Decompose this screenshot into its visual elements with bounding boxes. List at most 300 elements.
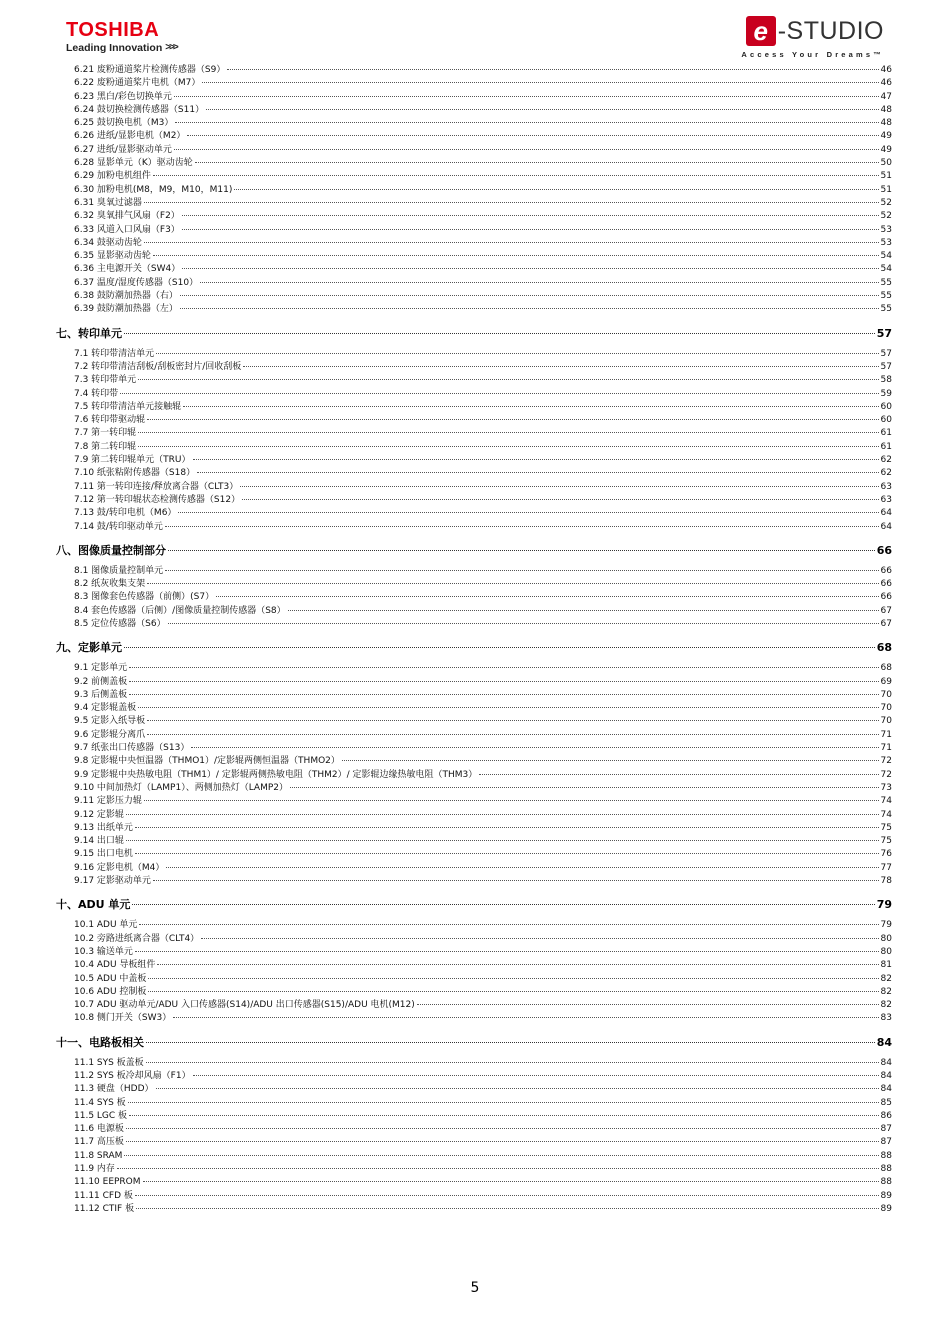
toc-page-number: 48 — [880, 104, 892, 115]
toc-entry[interactable] — [56, 1163, 892, 1176]
toc-entry[interactable] — [56, 374, 892, 387]
toc-entry[interactable] — [56, 290, 892, 303]
toc-label: 6.33 风道入口风扇（F3） — [74, 224, 180, 235]
toc-label: 9.10 中间加热灯（LAMP1）、两侧加热灯（LAMP2） — [74, 782, 288, 793]
toc-entry[interactable] — [56, 565, 892, 578]
toc-page-number: 84 — [880, 1084, 892, 1095]
toc-page-number: 63 — [880, 494, 892, 505]
toc-leader-dots — [143, 1181, 879, 1182]
toc-label: 7.4 转印带 — [74, 388, 119, 399]
toc-entry[interactable] — [56, 91, 892, 104]
toc-entry[interactable] — [56, 1110, 892, 1123]
toc-label: 11.5 LGC 板 — [74, 1110, 128, 1121]
toc-page-number: 48 — [880, 118, 892, 129]
toc-page-number: 55 — [880, 277, 892, 288]
toc-page-number: 60 — [880, 415, 892, 426]
toc-label: 6.23 黑白/彩色切换单元 — [74, 91, 172, 102]
toc-label: 6.39 鼓防潮加热器（左） — [74, 304, 178, 315]
toc-leader-dots — [180, 308, 879, 309]
toc-entry[interactable] — [56, 104, 892, 117]
toc-entry[interactable] — [56, 64, 892, 77]
toc-page-number: 67 — [880, 605, 892, 616]
toc-page-number: 75 — [880, 836, 892, 847]
toc-entry[interactable] — [56, 933, 892, 946]
toc-entry[interactable] — [56, 795, 892, 808]
toc-leader-dots — [174, 149, 879, 150]
toc-page-number: 86 — [880, 1110, 892, 1121]
toc-chapter[interactable] — [56, 637, 892, 659]
toc-page-number: 46 — [880, 78, 892, 89]
toc-entry[interactable] — [56, 999, 892, 1012]
toc-page-number: 70 — [880, 689, 892, 700]
toc-entry[interactable] — [56, 702, 892, 715]
toc-entry[interactable] — [56, 618, 892, 631]
toc-entry[interactable] — [56, 494, 892, 507]
toc-leader-dots — [165, 570, 878, 571]
toc-entry[interactable] — [56, 848, 892, 861]
toshiba-logo — [66, 20, 177, 54]
toc-entry[interactable] — [56, 1150, 892, 1163]
toshiba-tagline — [66, 42, 177, 54]
toc-page-number: 64 — [880, 508, 892, 519]
toc-entry[interactable] — [56, 1123, 892, 1136]
toc-page-number: 76 — [880, 849, 892, 860]
toc-leader-dots — [156, 1088, 879, 1089]
toc-page-number: 74 — [880, 809, 892, 820]
toc-label: 7.3 转印带单元 — [74, 375, 137, 386]
toc-entry[interactable] — [56, 959, 892, 972]
toc-entry[interactable] — [56, 986, 892, 999]
toc-entry[interactable] — [56, 676, 892, 689]
toc-label: 10.3 输送单元 — [74, 946, 133, 957]
toc-label: 十一、电路板相关 — [56, 1035, 144, 1049]
toc-label: 6.28 显影单元（K）驱动齿轮 — [74, 158, 193, 169]
toc-label: 7.9 第二转印辊单元（TRU） — [74, 455, 191, 466]
toc-page-number: 50 — [880, 158, 892, 169]
toc-leader-dots — [187, 135, 878, 136]
toc-leader-dots — [157, 964, 878, 965]
toc-page-number: 58 — [880, 375, 892, 386]
toc-page-number: 74 — [880, 796, 892, 807]
toc-label: 8.4 套色传感器（后侧）/图像质量控制传感器（S8） — [74, 605, 286, 616]
toc-page-number: 63 — [880, 481, 892, 492]
toc-page-number: 75 — [880, 822, 892, 833]
toc-page-number: 85 — [880, 1097, 892, 1108]
toc-label: 9.11 定影压力辊 — [74, 796, 142, 807]
toc-entry[interactable] — [56, 1176, 892, 1189]
toc-entry[interactable] — [56, 782, 892, 795]
toc-leader-dots — [138, 446, 878, 447]
toc-label: 9.7 纸张出口传感器（S13） — [74, 743, 190, 754]
toc-entry[interactable] — [56, 427, 892, 440]
page-header — [0, 0, 950, 64]
toc-page-number: 61 — [880, 441, 892, 452]
toc-label: 9.3 后侧盖板 — [74, 689, 128, 700]
toc-label: 11.12 CTIF 板 — [74, 1203, 135, 1214]
toc-leader-dots — [129, 694, 878, 695]
toc-entry[interactable] — [56, 591, 892, 604]
toc-label: 9.15 出口电机 — [74, 849, 133, 860]
toc-entry[interactable] — [56, 605, 892, 618]
toc-label: 7.5 转印带清洁单元接触辊 — [74, 401, 182, 412]
toc-entry[interactable] — [56, 742, 892, 755]
toc-label: 9.14 出口辊 — [74, 836, 124, 847]
toc-entry[interactable] — [56, 662, 892, 675]
toc-leader-dots — [193, 459, 879, 460]
toc-leader-dots — [290, 787, 879, 788]
toc-label: 9.2 前侧盖板 — [74, 676, 128, 687]
toc-leader-dots — [147, 583, 878, 584]
toc-leader-dots — [126, 814, 879, 815]
toc-leader-dots — [242, 499, 878, 500]
toc-page-number: 71 — [880, 743, 892, 754]
toc-leader-dots — [182, 268, 878, 269]
toc-leader-dots — [138, 432, 878, 433]
toc-label: 7.1 转印带清洁单元 — [74, 348, 155, 359]
toc-entry[interactable] — [56, 250, 892, 263]
toc-leader-dots — [166, 867, 878, 868]
toc-entry[interactable] — [56, 875, 892, 888]
toc-entry[interactable] — [56, 835, 892, 848]
toc-entry[interactable] — [56, 1203, 892, 1216]
toc-label: 6.38 鼓防潮加热器（右） — [74, 291, 178, 302]
toc-label: 6.22 废粉通道桨片电机（M7） — [74, 78, 201, 89]
toc-leader-dots — [126, 1141, 879, 1142]
toc-entry[interactable] — [56, 441, 892, 454]
toc-page-number: 82 — [880, 1000, 892, 1011]
toc-entry[interactable] — [56, 809, 892, 822]
toc-label: 7.7 第一转印辊 — [74, 428, 137, 439]
toc-entry[interactable] — [56, 715, 892, 728]
toc-entry[interactable] — [56, 144, 892, 157]
toc-leader-dots — [147, 720, 878, 721]
toc-leader-dots — [124, 333, 875, 334]
toc-page-number: 89 — [880, 1203, 892, 1214]
toc-leader-dots — [182, 229, 879, 230]
toc-chapter[interactable] — [56, 540, 892, 562]
toc-leader-dots — [243, 366, 878, 367]
toc-label: 6.26 进纸/显影电机（M2） — [74, 131, 186, 142]
estudio-tagline: Access Your Dreams™ — [741, 50, 884, 59]
toc-entry[interactable] — [56, 1057, 892, 1070]
toc-entry[interactable] — [56, 157, 892, 170]
toc-entry[interactable] — [56, 578, 892, 591]
toc-entry[interactable] — [56, 170, 892, 183]
toc-entry[interactable] — [56, 1070, 892, 1083]
toc-label: 8.2 纸灰收集支架 — [74, 579, 146, 590]
toc-page-number: 73 — [880, 782, 892, 793]
toc-entry[interactable] — [56, 117, 892, 130]
toc-label: 6.34 鼓驱动齿轮 — [74, 237, 142, 248]
toc-entry[interactable] — [56, 197, 892, 210]
toc-label: 10.7 ADU 驱动单元/ADU 入口传感器(S14)/ADU 出口传感器(S15)/ADU 电机(M12) — [74, 1000, 415, 1011]
toc-label: 10.2 旁路进纸离合器（CLT4） — [74, 933, 200, 944]
toc-label: 7.6 转印带驱动辊 — [74, 415, 146, 426]
toc-label: 7.10 纸张粘附传感器（S18） — [74, 468, 196, 479]
toc-entry[interactable] — [56, 1097, 892, 1110]
toc-leader-dots — [144, 242, 879, 243]
toc-leader-dots — [175, 122, 878, 123]
toc-entry[interactable] — [56, 521, 892, 534]
toc-leader-dots — [146, 1042, 875, 1043]
toc-entry[interactable] — [56, 919, 892, 932]
toc-label: 9.12 定影辊 — [74, 809, 124, 820]
toc-label: 9.17 定影驱动单元 — [74, 876, 151, 887]
toc-label: 七、转印单元 — [56, 326, 122, 340]
toc-page-number: 88 — [880, 1164, 892, 1175]
tagline-text: Leading Innovation — [66, 42, 163, 54]
toc-page-number: 57 — [880, 348, 892, 359]
toc-leader-dots — [138, 707, 878, 708]
toc-leader-dots — [173, 1017, 878, 1018]
toc-page-number: 57 — [880, 361, 892, 372]
toc-page-number: 79 — [880, 920, 892, 931]
toc-leader-dots — [240, 486, 878, 487]
toc-leader-dots — [288, 610, 879, 611]
toc-leader-dots — [135, 827, 879, 828]
toc-entry[interactable] — [56, 862, 892, 875]
toc-page-number: 68 — [880, 663, 892, 674]
toc-page-number: 66 — [880, 565, 892, 576]
toc-entry[interactable] — [56, 689, 892, 702]
arrows-icon: >>> — [165, 42, 177, 53]
toc-entry[interactable] — [56, 77, 892, 90]
toc-page-number: 55 — [880, 291, 892, 302]
toc-page-number: 72 — [880, 756, 892, 767]
toc-page-number: 87 — [880, 1124, 892, 1135]
toc-label: 11.8 SRAM — [74, 1150, 123, 1161]
toc-page-number: 55 — [880, 304, 892, 315]
toc-entry[interactable] — [56, 277, 892, 290]
toc-page-number: 82 — [880, 986, 892, 997]
toc-label: 11.3 硬盘（HDD） — [74, 1084, 154, 1095]
toc-page-number: 70 — [880, 703, 892, 714]
toc-page-number: 68 — [876, 641, 892, 655]
toc-entry[interactable] — [56, 130, 892, 143]
toc-entry[interactable] — [56, 210, 892, 223]
toc-label: 11.7 高压板 — [74, 1137, 124, 1148]
toc-entry[interactable] — [56, 822, 892, 835]
toc-label: 6.25 鼓切换电机（M3） — [74, 118, 174, 129]
toc-page-number: 62 — [880, 468, 892, 479]
table-of-contents — [56, 64, 892, 1216]
toc-label: 7.12 第一转印辊状态检测传感器（S12） — [74, 494, 241, 505]
toc-chapter[interactable] — [56, 1032, 892, 1054]
toc-label: 11.6 电源板 — [74, 1124, 124, 1135]
toc-label: 7.8 第二转印辊 — [74, 441, 137, 452]
toc-label: 6.31 臭氧过滤器 — [74, 197, 142, 208]
toc-leader-dots — [216, 596, 878, 597]
toc-leader-dots — [135, 1195, 879, 1196]
toc-page-number: 51 — [880, 184, 892, 195]
toc-label: 7.2 转印带清洁刮板/刮板密封片/回收刮板 — [74, 361, 242, 372]
toc-page-number: 77 — [880, 862, 892, 873]
toc-page-number: 71 — [880, 729, 892, 740]
toc-leader-dots — [126, 1128, 879, 1129]
toc-leader-dots — [153, 175, 879, 176]
toc-entry[interactable] — [56, 769, 892, 782]
toc-page-number: 70 — [880, 716, 892, 727]
toc-page-number: 57 — [876, 326, 892, 340]
toc-entry[interactable] — [56, 401, 892, 414]
page-number: 5 — [470, 1280, 480, 1296]
toc-page-number: 62 — [880, 455, 892, 466]
toc-entry[interactable] — [56, 973, 892, 986]
toc-entry[interactable] — [56, 1012, 892, 1025]
toc-page-number: 64 — [880, 521, 892, 532]
toc-label: 9.16 定影电机（M4） — [74, 862, 165, 873]
toc-label: 10.8 侧门开关（SW3） — [74, 1013, 172, 1024]
toc-entry[interactable] — [56, 184, 892, 197]
toc-entry[interactable] — [56, 755, 892, 768]
toc-page-number: 84 — [880, 1071, 892, 1081]
toc-label: 6.29 加粉电机组件 — [74, 171, 151, 182]
toc-page-number: 54 — [880, 251, 892, 262]
toc-entry[interactable] — [56, 481, 892, 494]
toc-entry[interactable] — [56, 729, 892, 742]
toc-label: 6.36 主电源开关（SW4） — [74, 264, 181, 275]
toc-label: 十、ADU 单元 — [56, 898, 131, 912]
toc-leader-dots — [182, 215, 879, 216]
toc-page-number: 52 — [880, 197, 892, 208]
toc-page-number: 69 — [880, 676, 892, 687]
toc-leader-dots — [165, 526, 879, 527]
toc-leader-dots — [117, 1168, 879, 1169]
toc-label: 11.9 内存 — [74, 1164, 115, 1175]
toc-leader-dots — [139, 924, 878, 925]
toc-leader-dots — [124, 1155, 878, 1156]
toc-leader-dots — [183, 406, 878, 407]
toc-leader-dots — [178, 512, 878, 513]
toc-page-number: 67 — [880, 618, 892, 629]
toc-leader-dots — [132, 904, 874, 905]
toc-entry[interactable] — [56, 263, 892, 276]
toc-label: 8.3 图像套色传感器（前侧）(S7） — [74, 592, 215, 603]
toc-label: 9.13 出纸单元 — [74, 822, 133, 833]
toc-label: 10.5 ADU 中盖板 — [74, 973, 147, 984]
toc-leader-dots — [128, 1102, 879, 1103]
toc-leader-dots — [144, 800, 879, 801]
toc-leader-dots — [129, 667, 878, 668]
toc-page-number: 78 — [880, 876, 892, 887]
toc-label: 10.1 ADU 单元 — [74, 920, 138, 931]
toc-label: 9.4 定影辊盖板 — [74, 703, 137, 714]
toc-label: 9.9 定影辊中央热敏电阻（THM1）/ 定影辊两侧热敏电阻（THM2）/ 定影辊边缘热敏电阻（THM3） — [74, 769, 478, 780]
toc-entry[interactable] — [56, 946, 892, 959]
toc-entry[interactable] — [56, 414, 892, 427]
toc-entry[interactable] — [56, 1136, 892, 1149]
toc-label: 11.1 SYS 板盖板 — [74, 1057, 144, 1068]
toc-leader-dots — [191, 747, 878, 748]
toc-page-number: 59 — [880, 388, 892, 399]
toc-page-number: 87 — [880, 1137, 892, 1148]
toc-leader-dots — [148, 978, 878, 979]
toc-page-number: 72 — [880, 769, 892, 780]
toc-page-number: 81 — [880, 960, 892, 971]
toc-leader-dots — [202, 82, 878, 83]
toc-label: 6.30 加粉电机(M8，M9，M10，M11) — [74, 184, 233, 195]
toc-chapter[interactable] — [56, 323, 892, 345]
toc-page-number: 46 — [880, 65, 892, 75]
toc-leader-dots — [135, 951, 879, 952]
toc-leader-dots — [342, 760, 879, 761]
toc-label: 九、定影单元 — [56, 641, 122, 655]
toc-page-number: 66 — [876, 543, 892, 557]
toc-leader-dots — [197, 472, 878, 473]
toc-entry[interactable] — [56, 454, 892, 467]
toc-entry[interactable] — [56, 507, 892, 520]
toc-page-number: 52 — [880, 211, 892, 222]
toc-page-number: 60 — [880, 401, 892, 412]
toc-leader-dots — [129, 681, 878, 682]
toc-entry[interactable] — [56, 388, 892, 401]
toc-leader-dots — [174, 96, 879, 97]
toc-label: 8.5 定位传感器（S6） — [74, 618, 166, 629]
toc-entry[interactable] — [56, 348, 892, 361]
toc-page-number: 51 — [880, 171, 892, 182]
toc-page-number: 88 — [880, 1177, 892, 1188]
toc-entry[interactable] — [56, 1190, 892, 1203]
toc-entry[interactable] — [56, 1083, 892, 1096]
toc-leader-dots — [227, 69, 878, 70]
toc-page-number: 54 — [880, 264, 892, 275]
toc-leader-dots — [148, 991, 878, 992]
toc-leader-dots — [200, 282, 878, 283]
toc-page-number: 84 — [876, 1035, 892, 1049]
toc-entry[interactable] — [56, 361, 892, 374]
toc-label: 6.37 温度/湿度传感器（S10） — [74, 277, 199, 288]
toc-label: 7.13 鼓/转印电机（M6） — [74, 508, 177, 519]
toc-label: 11.4 SYS 板 — [74, 1097, 126, 1108]
toc-leader-dots — [135, 853, 879, 854]
toc-page-number: 84 — [880, 1057, 892, 1068]
toc-leader-dots — [168, 623, 879, 624]
toc-entry[interactable] — [56, 467, 892, 480]
toc-label: 9.8 定影辊中央恒温器（THMO1）/定影辊两侧恒温器（THMO2） — [74, 756, 340, 767]
toc-label: 11.11 CFD 板 — [74, 1190, 133, 1201]
toc-leader-dots — [120, 393, 878, 394]
toc-leader-dots — [144, 202, 879, 203]
toc-label: 8.1 图像质量控制单元 — [74, 565, 164, 576]
toc-page-number: 49 — [880, 131, 892, 142]
toc-leader-dots — [138, 379, 878, 380]
toc-page-number: 83 — [880, 1013, 892, 1024]
toc-leader-dots — [147, 419, 878, 420]
toc-leader-dots — [168, 550, 875, 551]
toc-leader-dots — [206, 109, 878, 110]
toc-page-number: 66 — [880, 592, 892, 603]
toc-label: 7.14 鼓/转印驱动单元 — [74, 521, 163, 532]
toc-leader-dots — [136, 1208, 878, 1209]
toc-chapter[interactable] — [56, 894, 892, 916]
toc-entry[interactable] — [56, 303, 892, 316]
toc-leader-dots — [153, 255, 879, 256]
toc-leader-dots — [195, 162, 879, 163]
toc-page-number: 80 — [880, 933, 892, 944]
toc-label: 9.5 定影入纸导板 — [74, 716, 146, 727]
toc-label: 9.1 定影单元 — [74, 663, 128, 674]
toc-entry[interactable] — [56, 237, 892, 250]
toc-page-number: 88 — [880, 1150, 892, 1161]
toc-entry[interactable] — [56, 224, 892, 237]
toc-leader-dots — [417, 1004, 879, 1005]
toc-page-number: 89 — [880, 1190, 892, 1201]
toc-label: 6.32 臭氧排气风扇（F2） — [74, 211, 180, 222]
toc-leader-dots — [234, 189, 878, 190]
estudio-e-mark: e — [746, 16, 776, 46]
toc-label: 6.24 鼓切换检测传感器（S11） — [74, 104, 205, 115]
toc-page-number: 82 — [880, 973, 892, 984]
